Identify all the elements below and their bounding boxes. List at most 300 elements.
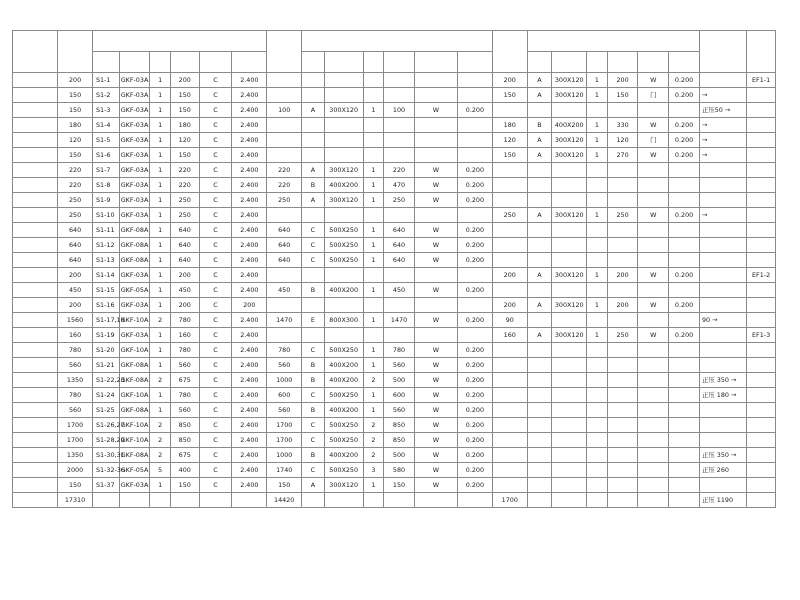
exhaust-code-cell: A (527, 133, 552, 148)
supply-location-cell: C (199, 238, 232, 253)
return-spec-cell: 500X250 (324, 418, 363, 433)
supply-code-cell: S1-24 (92, 388, 119, 403)
exhaust-spec-cell (552, 373, 587, 388)
return-air-cell: 560 (384, 403, 415, 418)
return-location-cell: W (414, 253, 457, 268)
exhaust-qty-cell: 1 (587, 88, 608, 103)
table-row (13, 178, 776, 193)
supply-location-cell: C (199, 418, 232, 433)
exhaust-spec-cell (552, 403, 587, 418)
room-name-cell (13, 478, 58, 493)
exhaust-qty-cell: 1 (587, 148, 608, 163)
balance-note-cell (699, 238, 746, 253)
balance-note-cell: → (699, 118, 746, 133)
supply-qty-cell: 1 (150, 268, 171, 283)
exhaust-location-cell (638, 178, 669, 193)
schedule-table (12, 30, 776, 508)
return-volume-cell (267, 268, 302, 283)
return-height-cell: 0.200 (457, 403, 492, 418)
supply-code-cell: S1-12 (92, 238, 119, 253)
return-qty-cell (363, 268, 384, 283)
exhaust-volume-cell (492, 358, 527, 373)
return-volume-cell: 1470 (267, 313, 302, 328)
remark-cell (747, 103, 776, 118)
supply-qty-cell: 2 (150, 313, 171, 328)
return-location-cell: W (414, 373, 457, 388)
supply-volume-cell: 17310 (58, 493, 93, 508)
supply-qty-cell: 2 (150, 418, 171, 433)
supply-height-cell: 2.400 (232, 253, 267, 268)
table-row (13, 373, 776, 388)
supply-volume-cell: 1350 (58, 373, 93, 388)
table-row (13, 238, 776, 253)
return-height-cell (457, 298, 492, 313)
balance-note-cell (699, 178, 746, 193)
header-s-air (170, 52, 199, 73)
exhaust-air-cell (607, 433, 638, 448)
return-air-cell (384, 73, 415, 88)
exhaust-volume-cell (492, 163, 527, 178)
exhaust-location-cell: W (638, 148, 669, 163)
exhaust-volume-cell (492, 418, 527, 433)
exhaust-air-cell: 200 (607, 73, 638, 88)
balance-note-cell (699, 403, 746, 418)
return-volume-cell: 14420 (267, 493, 302, 508)
supply-qty-cell: 1 (150, 283, 171, 298)
return-location-cell (414, 298, 457, 313)
remark-cell (747, 493, 776, 508)
return-spec-cell: 300X120 (324, 103, 363, 118)
return-air-cell: 250 (384, 193, 415, 208)
supply-height-cell: 2.400 (232, 238, 267, 253)
supply-location-cell: C (199, 403, 232, 418)
supply-location-cell: C (199, 298, 232, 313)
header-r-code (302, 52, 325, 73)
supply-air-cell: 640 (170, 253, 199, 268)
supply-air-cell: 675 (170, 373, 199, 388)
table-row (13, 418, 776, 433)
exhaust-code-cell: A (527, 208, 552, 223)
return-volume-cell (267, 148, 302, 163)
return-air-cell: 500 (384, 373, 415, 388)
supply-volume-cell: 160 (58, 328, 93, 343)
exhaust-volume-cell: 90 (492, 313, 527, 328)
exhaust-qty-cell (587, 478, 608, 493)
exhaust-spec-cell (552, 253, 587, 268)
room-name-cell (13, 118, 58, 133)
return-code-cell: A (302, 103, 325, 118)
balance-note-cell: → (699, 148, 746, 163)
return-spec-cell: 400X200 (324, 358, 363, 373)
return-air-cell (384, 133, 415, 148)
supply-volume-cell: 640 (58, 253, 93, 268)
return-location-cell: W (414, 283, 457, 298)
supply-height-cell: 2.400 (232, 133, 267, 148)
exhaust-code-cell: A (527, 88, 552, 103)
supply-code-cell: S1-26,27 (92, 418, 119, 433)
exhaust-volume-cell (492, 388, 527, 403)
exhaust-code-cell (527, 193, 552, 208)
exhaust-air-cell: 150 (607, 88, 638, 103)
return-qty-cell: 2 (363, 418, 384, 433)
return-spec-cell: 400X200 (324, 178, 363, 193)
header-supply-volume (58, 31, 93, 73)
exhaust-location-cell (638, 193, 669, 208)
supply-location-cell: C (199, 133, 232, 148)
supply-air-cell: 560 (170, 358, 199, 373)
return-spec-cell (324, 148, 363, 163)
balance-note-cell (699, 268, 746, 283)
supply-location-cell: C (199, 478, 232, 493)
exhaust-height-cell (669, 388, 700, 403)
exhaust-qty-cell (587, 178, 608, 193)
exhaust-air-cell (607, 418, 638, 433)
exhaust-qty-cell (587, 403, 608, 418)
exhaust-qty-cell (587, 163, 608, 178)
supply-height-cell: 2.400 (232, 148, 267, 163)
exhaust-location-cell (638, 358, 669, 373)
return-qty-cell: 1 (363, 253, 384, 268)
header-balance (699, 31, 746, 73)
supply-air-cell: 640 (170, 238, 199, 253)
exhaust-height-cell: 0.200 (669, 133, 700, 148)
supply-qty-cell: 1 (150, 358, 171, 373)
exhaust-code-cell: A (527, 148, 552, 163)
supply-code-cell: S1-10 (92, 208, 119, 223)
supply-volume-cell: 1560 (58, 313, 93, 328)
room-name-cell (13, 283, 58, 298)
return-location-cell: W (414, 463, 457, 478)
return-location-cell: W (414, 193, 457, 208)
exhaust-location-cell (638, 418, 669, 433)
supply-air-cell: 200 (170, 73, 199, 88)
exhaust-air-cell (607, 103, 638, 118)
exhaust-volume-cell (492, 253, 527, 268)
exhaust-air-cell (607, 343, 638, 358)
exhaust-height-cell: 0.200 (669, 208, 700, 223)
exhaust-qty-cell (587, 223, 608, 238)
return-volume-cell: 150 (267, 478, 302, 493)
supply-type-cell: GKF-03A (119, 268, 150, 283)
supply-type-cell: GKF-03A (119, 298, 150, 313)
exhaust-air-cell (607, 403, 638, 418)
return-location-cell (414, 148, 457, 163)
supply-volume-cell: 150 (58, 88, 93, 103)
return-location-cell: W (414, 223, 457, 238)
header-e-spec (552, 52, 587, 73)
remark-cell (747, 148, 776, 163)
return-height-cell: 0.200 (457, 463, 492, 478)
supply-code-cell: S1-14 (92, 268, 119, 283)
supply-type-cell: GKF-03A (119, 118, 150, 133)
header-e-height (669, 52, 700, 73)
exhaust-height-cell (669, 178, 700, 193)
supply-location-cell: C (199, 448, 232, 463)
return-air-cell (384, 88, 415, 103)
return-location-cell: W (414, 178, 457, 193)
exhaust-code-cell (527, 163, 552, 178)
table-row (13, 478, 776, 493)
return-height-cell: 0.200 (457, 193, 492, 208)
supply-height-cell: 2.400 (232, 373, 267, 388)
return-spec-cell (324, 208, 363, 223)
exhaust-code-cell (527, 433, 552, 448)
supply-type-cell: GKF-03A (119, 73, 150, 88)
return-height-cell: 0.200 (457, 358, 492, 373)
return-qty-cell (363, 298, 384, 313)
exhaust-code-cell (527, 403, 552, 418)
exhaust-height-cell (669, 373, 700, 388)
supply-location-cell: C (199, 118, 232, 133)
table-row (13, 298, 776, 313)
supply-qty-cell: 1 (150, 73, 171, 88)
return-location-cell: W (414, 433, 457, 448)
supply-type-cell: GKF-08A (119, 373, 150, 388)
return-height-cell: 0.200 (457, 238, 492, 253)
exhaust-location-cell: W (638, 118, 669, 133)
supply-volume-cell: 560 (58, 358, 93, 373)
exhaust-height-cell: 0.200 (669, 73, 700, 88)
return-spec-cell: 500X250 (324, 343, 363, 358)
return-volume-cell: 1700 (267, 433, 302, 448)
return-volume-cell: 1700 (267, 418, 302, 433)
room-name-cell (13, 343, 58, 358)
return-location-cell: W (414, 418, 457, 433)
supply-air-cell: 400 (170, 463, 199, 478)
return-volume-cell (267, 133, 302, 148)
header-room-name (13, 31, 58, 73)
supply-code-cell: S1-1 (92, 73, 119, 88)
exhaust-qty-cell: 1 (587, 118, 608, 133)
supply-volume-cell: 250 (58, 193, 93, 208)
supply-code-cell: S1-22,23 (92, 373, 119, 388)
supply-air-cell: 780 (170, 313, 199, 328)
return-qty-cell: 2 (363, 433, 384, 448)
balance-note-cell (699, 433, 746, 448)
header-s-loc (199, 52, 232, 73)
exhaust-air-cell (607, 253, 638, 268)
exhaust-spec-cell (552, 103, 587, 118)
remark-cell (747, 388, 776, 403)
supply-air-cell: 200 (170, 298, 199, 313)
room-name-cell (13, 178, 58, 193)
return-air-cell: 580 (384, 463, 415, 478)
balance-note-cell: 正压 350 → (699, 373, 746, 388)
return-height-cell (457, 73, 492, 88)
return-volume-cell: 640 (267, 238, 302, 253)
exhaust-height-cell (669, 418, 700, 433)
exhaust-code-cell (527, 373, 552, 388)
exhaust-qty-cell (587, 418, 608, 433)
exhaust-air-cell: 250 (607, 208, 638, 223)
exhaust-code-cell (527, 463, 552, 478)
supply-air-cell: 150 (170, 148, 199, 163)
table-row (13, 448, 776, 463)
exhaust-height-cell: 0.200 (669, 298, 700, 313)
exhaust-spec-cell (552, 238, 587, 253)
room-name-cell (13, 298, 58, 313)
supply-air-cell: 150 (170, 88, 199, 103)
supply-volume-cell: 2000 (58, 463, 93, 478)
supply-code-cell: S1-30,31 (92, 448, 119, 463)
exhaust-qty-cell (587, 193, 608, 208)
supply-location-cell: C (199, 388, 232, 403)
supply-height-cell: 2.400 (232, 388, 267, 403)
return-code-cell: A (302, 193, 325, 208)
header-exhaust-volume (492, 31, 527, 73)
return-air-cell (384, 208, 415, 223)
exhaust-location-cell (638, 403, 669, 418)
exhaust-height-cell (669, 403, 700, 418)
supply-location-cell: C (199, 358, 232, 373)
exhaust-height-cell (669, 283, 700, 298)
return-height-cell (457, 208, 492, 223)
table-row (13, 223, 776, 238)
remark-cell (747, 448, 776, 463)
supply-code-cell: S1-15 (92, 283, 119, 298)
exhaust-qty-cell (587, 358, 608, 373)
exhaust-code-cell (527, 493, 552, 508)
supply-air-cell: 560 (170, 403, 199, 418)
return-air-cell: 600 (384, 388, 415, 403)
supply-type-cell: GKF-08A (119, 358, 150, 373)
exhaust-height-cell (669, 313, 700, 328)
supply-code-cell: S1-20 (92, 343, 119, 358)
exhaust-volume-cell (492, 178, 527, 193)
return-location-cell (414, 493, 457, 508)
remark-cell: EF1-3 (747, 328, 776, 343)
return-code-cell: C (302, 433, 325, 448)
balance-note-cell (699, 253, 746, 268)
supply-height-cell: 2.400 (232, 73, 267, 88)
remark-cell (747, 133, 776, 148)
supply-type-cell: GKF-10A (119, 388, 150, 403)
table-row (13, 133, 776, 148)
table-row (13, 163, 776, 178)
balance-note-cell: → (699, 88, 746, 103)
return-volume-cell: 450 (267, 283, 302, 298)
supply-air-cell: 160 (170, 328, 199, 343)
supply-air-cell: 200 (170, 268, 199, 283)
exhaust-location-cell: W (638, 328, 669, 343)
exhaust-spec-cell (552, 433, 587, 448)
supply-qty-cell: 1 (150, 343, 171, 358)
exhaust-code-cell (527, 253, 552, 268)
supply-height-cell: 2.400 (232, 418, 267, 433)
return-code-cell: C (302, 253, 325, 268)
exhaust-height-cell (669, 163, 700, 178)
header-return-group (302, 31, 493, 52)
exhaust-spec-cell (552, 448, 587, 463)
supply-height-cell: 2.400 (232, 223, 267, 238)
supply-code-cell: S1-6 (92, 148, 119, 163)
balance-note-cell (699, 223, 746, 238)
supply-qty-cell: 1 (150, 148, 171, 163)
return-air-cell: 780 (384, 343, 415, 358)
return-height-cell: 0.200 (457, 343, 492, 358)
return-volume-cell (267, 208, 302, 223)
supply-location-cell: C (199, 253, 232, 268)
balance-note-cell: → (699, 208, 746, 223)
exhaust-code-cell (527, 223, 552, 238)
exhaust-air-cell (607, 193, 638, 208)
remark-cell (747, 223, 776, 238)
return-code-cell: C (302, 238, 325, 253)
exhaust-spec-cell (552, 493, 587, 508)
return-air-cell (384, 298, 415, 313)
supply-type-cell: GKF-10A (119, 343, 150, 358)
exhaust-spec-cell: 300X120 (552, 298, 587, 313)
supply-type-cell: GKF-03A (119, 193, 150, 208)
return-qty-cell: 1 (363, 163, 384, 178)
supply-volume-cell: 150 (58, 478, 93, 493)
return-volume-cell: 560 (267, 403, 302, 418)
return-height-cell: 0.200 (457, 313, 492, 328)
return-volume-cell (267, 298, 302, 313)
exhaust-height-cell: 0.200 (669, 328, 700, 343)
table-row (13, 268, 776, 283)
supply-height-cell: 2.400 (232, 343, 267, 358)
exhaust-volume-cell: 250 (492, 208, 527, 223)
return-qty-cell (363, 73, 384, 88)
return-spec-cell: 400X200 (324, 448, 363, 463)
supply-location-cell: C (199, 373, 232, 388)
return-location-cell (414, 88, 457, 103)
exhaust-spec-cell (552, 358, 587, 373)
exhaust-air-cell: 200 (607, 298, 638, 313)
exhaust-spec-cell (552, 313, 587, 328)
remark-cell: EF1-1 (747, 73, 776, 88)
supply-code-cell: S1-11 (92, 223, 119, 238)
exhaust-qty-cell (587, 433, 608, 448)
exhaust-spec-cell: 300X120 (552, 73, 587, 88)
supply-qty-cell: 1 (150, 403, 171, 418)
balance-note-cell (699, 163, 746, 178)
exhaust-location-cell (638, 433, 669, 448)
return-code-cell (302, 133, 325, 148)
exhaust-location-cell (638, 388, 669, 403)
exhaust-spec-cell (552, 343, 587, 358)
return-air-cell: 850 (384, 418, 415, 433)
exhaust-code-cell (527, 343, 552, 358)
return-volume-cell: 640 (267, 253, 302, 268)
supply-code-cell: S1-4 (92, 118, 119, 133)
return-code-cell (302, 73, 325, 88)
balance-note-cell (699, 193, 746, 208)
supply-code-cell: S1-37 (92, 478, 119, 493)
return-height-cell (457, 133, 492, 148)
return-qty-cell (363, 133, 384, 148)
return-qty-cell (363, 493, 384, 508)
supply-air-cell: 180 (170, 118, 199, 133)
exhaust-volume-cell: 150 (492, 88, 527, 103)
exhaust-volume-cell (492, 103, 527, 118)
exhaust-height-cell (669, 193, 700, 208)
return-spec-cell: 500X250 (324, 463, 363, 478)
supply-qty-cell: 1 (150, 118, 171, 133)
room-name-cell (13, 103, 58, 118)
return-code-cell (302, 208, 325, 223)
supply-location-cell: C (199, 313, 232, 328)
return-height-cell (457, 493, 492, 508)
header-r-height (457, 52, 492, 73)
return-air-cell: 100 (384, 103, 415, 118)
exhaust-qty-cell: 1 (587, 298, 608, 313)
supply-code-cell: S1-13 (92, 253, 119, 268)
table-row (13, 283, 776, 298)
room-name-cell (13, 373, 58, 388)
return-volume-cell: 780 (267, 343, 302, 358)
